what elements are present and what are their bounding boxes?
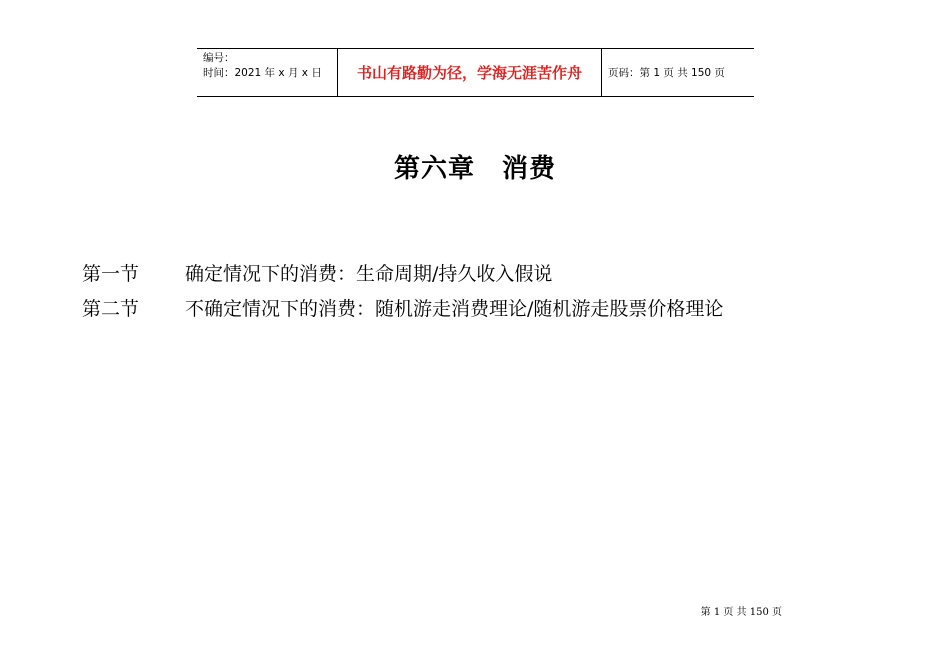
document-header <box>197 48 754 97</box>
header-page-info: 页码：第 1 页 共 150 页 <box>608 67 725 79</box>
section-number: 第一节 <box>82 263 140 285</box>
section-title: 不确定情况下的消费：随机游走消费理论/随机游走股票价格理论 <box>185 298 724 320</box>
header-meta-cell <box>197 49 338 96</box>
section-title: 确定情况下的消费：生命周期/持久收入假说 <box>185 263 553 285</box>
document-number-label: 编号： <box>203 52 235 64</box>
header-motto: 书山有路勤为径，学海无涯苦作舟 <box>356 64 582 82</box>
section-line <box>82 259 552 286</box>
document-date-label: 时间：2021 年 x 月 x 日 <box>203 67 322 79</box>
header-motto-cell <box>338 49 602 96</box>
chapter-title: 第六章 消费 <box>393 154 556 184</box>
header-page-cell <box>602 49 754 96</box>
section-line <box>82 294 723 321</box>
section-number: 第二节 <box>82 298 140 320</box>
page-footer: 第 1 页 共 150 页 <box>700 607 782 618</box>
